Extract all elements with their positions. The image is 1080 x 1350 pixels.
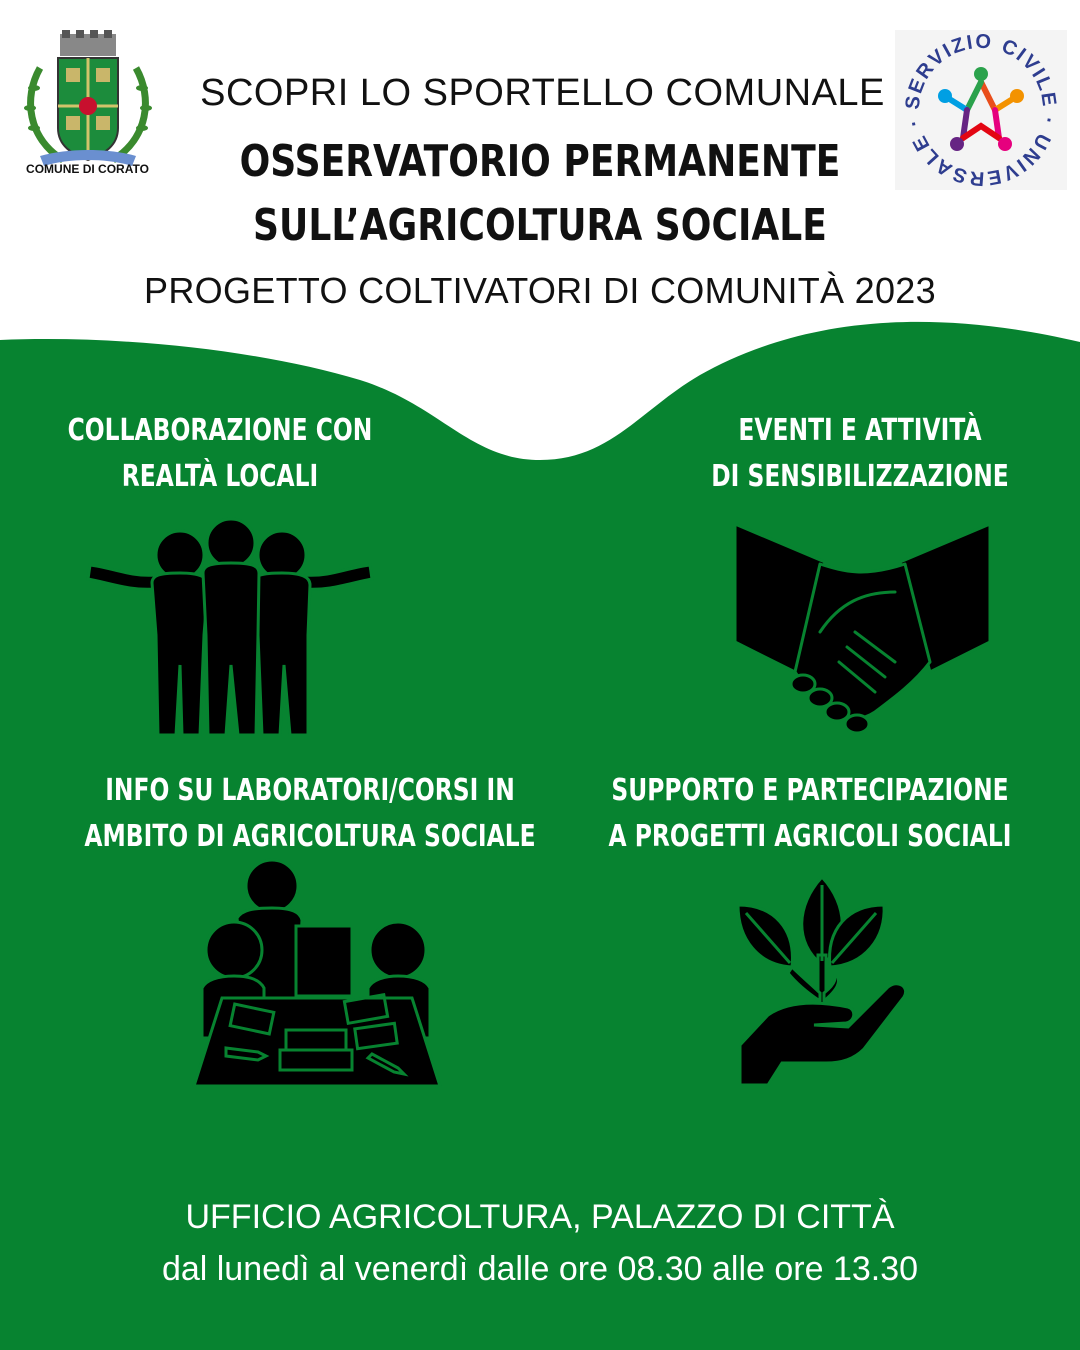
header-intro: SCOPRI LO SPORTELLO COMUNALE [200,72,885,114]
group-people-icon [80,515,380,740]
plant-hand-icon [738,875,918,1087]
section-title-line: AMBITO DI AGRICOLTURA SOCIALE [84,819,536,854]
section-title-line: EVENTI E ATTIVITÀ [738,413,982,448]
footer-office: UFFICIO AGRICOLTURA, PALAZZO DI CITTÀ [185,1198,895,1236]
workshop-table-icon [192,858,442,1088]
section-title-line: REALTÀ LOCALI [121,459,319,494]
section-title-line: INFO SU LABORATORI/CORSI IN [105,773,515,808]
handshake-icon [735,522,990,744]
header-subtitle: PROGETTO COLTIVATORI DI COMUNITÀ 2023 [144,270,936,311]
header-title-line2: SULL’AGRICOLTURA SOCIALE [253,200,827,251]
header-title-line1: OSSERVATORIO PERMANENTE [239,136,841,187]
footer-hours: dal lunedì al venerdì dalle ore 08.30 alle ore 13.30 [161,1250,919,1288]
servizio-civile-text: SERVIZIO CIVILE · UNIVERSALE · [901,30,1061,190]
section-title-line: A PROGETTI AGRICOLI SOCIALI [608,819,1012,854]
section-title-supporto [584,768,1036,860]
section-title-collaborazione [56,408,384,500]
section-title-info-laboratori [84,768,536,860]
section-title-line: COLLABORAZIONE CON [67,413,373,448]
section-title-eventi [696,408,1024,500]
comune-caption: COMUNE DI CORATO [26,162,149,176]
section-title-line: SUPPORTO E PARTECIPAZIONE [611,773,1009,808]
section-title-line: DI SENSIBILIZZAZIONE [711,459,1009,494]
